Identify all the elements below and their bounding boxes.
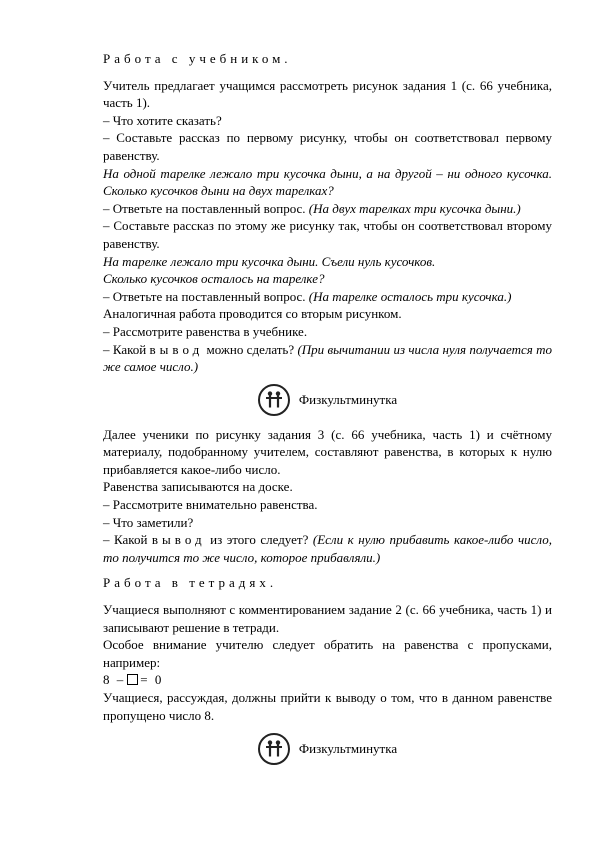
- paragraph: [103, 200, 552, 218]
- paragraph-text: – Ответьте на поставленный вопрос.: [103, 200, 309, 216]
- paragraph: [103, 531, 552, 566]
- paragraph: – Что заметили?: [103, 514, 194, 530]
- blank-box: [127, 674, 138, 685]
- break-banner: [103, 726, 552, 771]
- paragraph-italic: На тарелке лежало три кусочка дыни. Съели нуль кусочков.: [103, 253, 436, 269]
- paragraph-answer: (На двух тарелках три кусочка дыни.): [308, 200, 521, 216]
- paragraph-answer: (Если к нулю прибавить какое-либо число, то получится то же число, которое прибавляли.): [103, 532, 552, 565]
- two-figures-icon: [258, 733, 290, 765]
- paragraph: – Рассмотрите внимательно равенства.: [103, 497, 318, 513]
- section-heading: Работа с учебником.: [103, 51, 292, 66]
- paragraph-text: из этого следует?: [205, 532, 313, 548]
- section-heading: Работа в тетрадях.: [103, 575, 278, 591]
- paragraph-answer: (На тарелке осталось три кусочка.): [308, 288, 512, 304]
- break-label: Физкультминутка: [298, 392, 398, 408]
- paragraph-answer: (При вычитании из числа нуля получается то же самое число.): [103, 341, 553, 375]
- equation-right: = 0: [140, 672, 164, 688]
- paragraph: Учитель предлагает учащимся рассмотреть рисунок задания 1 (с. 66 учебника, часть 1).: [103, 77, 552, 111]
- equation-left: 8 –: [103, 672, 126, 688]
- paragraph-text: можно сделать?: [203, 341, 298, 357]
- paragraph-italic: Сколько кусочков осталось на тарелке?: [103, 271, 325, 287]
- break-banner: [103, 378, 552, 423]
- paragraph: Далее ученики по рисунку задания 3 (с. 66 учебника, часть 1) и счётному материалу, подобранному учителем, составляют равенства, в которых к нулю прибавляется какое-либо число.: [103, 426, 552, 477]
- paragraph: Равенства записываются на доске.: [103, 479, 293, 495]
- two-figures-icon: [258, 384, 290, 416]
- paragraph-text: – Какой: [103, 341, 150, 357]
- paragraph: [103, 288, 552, 306]
- paragraph: Учащиеся выполняют с комментированием задание 2 (с. 66 учебника, часть 1) и записывают решение в тетради.: [103, 602, 552, 635]
- spaced-word: вывод: [151, 532, 206, 548]
- paragraph: [103, 341, 552, 376]
- paragraph: Учащиеся, рассуждая, должны прийти к выводу о том, что в данном равенстве пропущено число 8.: [103, 690, 552, 723]
- spaced-word: вывод: [149, 341, 204, 357]
- page-content: [103, 50, 552, 774]
- paragraph: – Что хотите сказать?: [103, 112, 222, 128]
- paragraph: Особое внимание учителю следует обратить на равенства с пропусками, например:: [103, 637, 552, 670]
- paragraph: Аналогичная работа проводится со вторым рисунком.: [103, 306, 402, 322]
- paragraph: – Рассмотрите равенства в учебнике.: [103, 323, 308, 339]
- paragraph-text: – Какой: [103, 532, 152, 548]
- paragraph: – Составьте рассказ по этому же рисунку так, чтобы он соответствовал второму равенству.: [103, 218, 552, 251]
- break-label: Физкультминутка: [298, 740, 398, 756]
- paragraph-italic: На одной тарелке лежало три кусочка дыни, а на другой – ни одного кусочка. Сколько кусочков дыни на двух тарелках?: [103, 165, 552, 199]
- paragraph-text: – Ответьте на поставленный вопрос.: [103, 288, 309, 304]
- paragraph: – Составьте рассказ по первому рисунку, чтобы он соответствовал первому равенству.: [103, 130, 552, 163]
- equation: [103, 671, 552, 689]
